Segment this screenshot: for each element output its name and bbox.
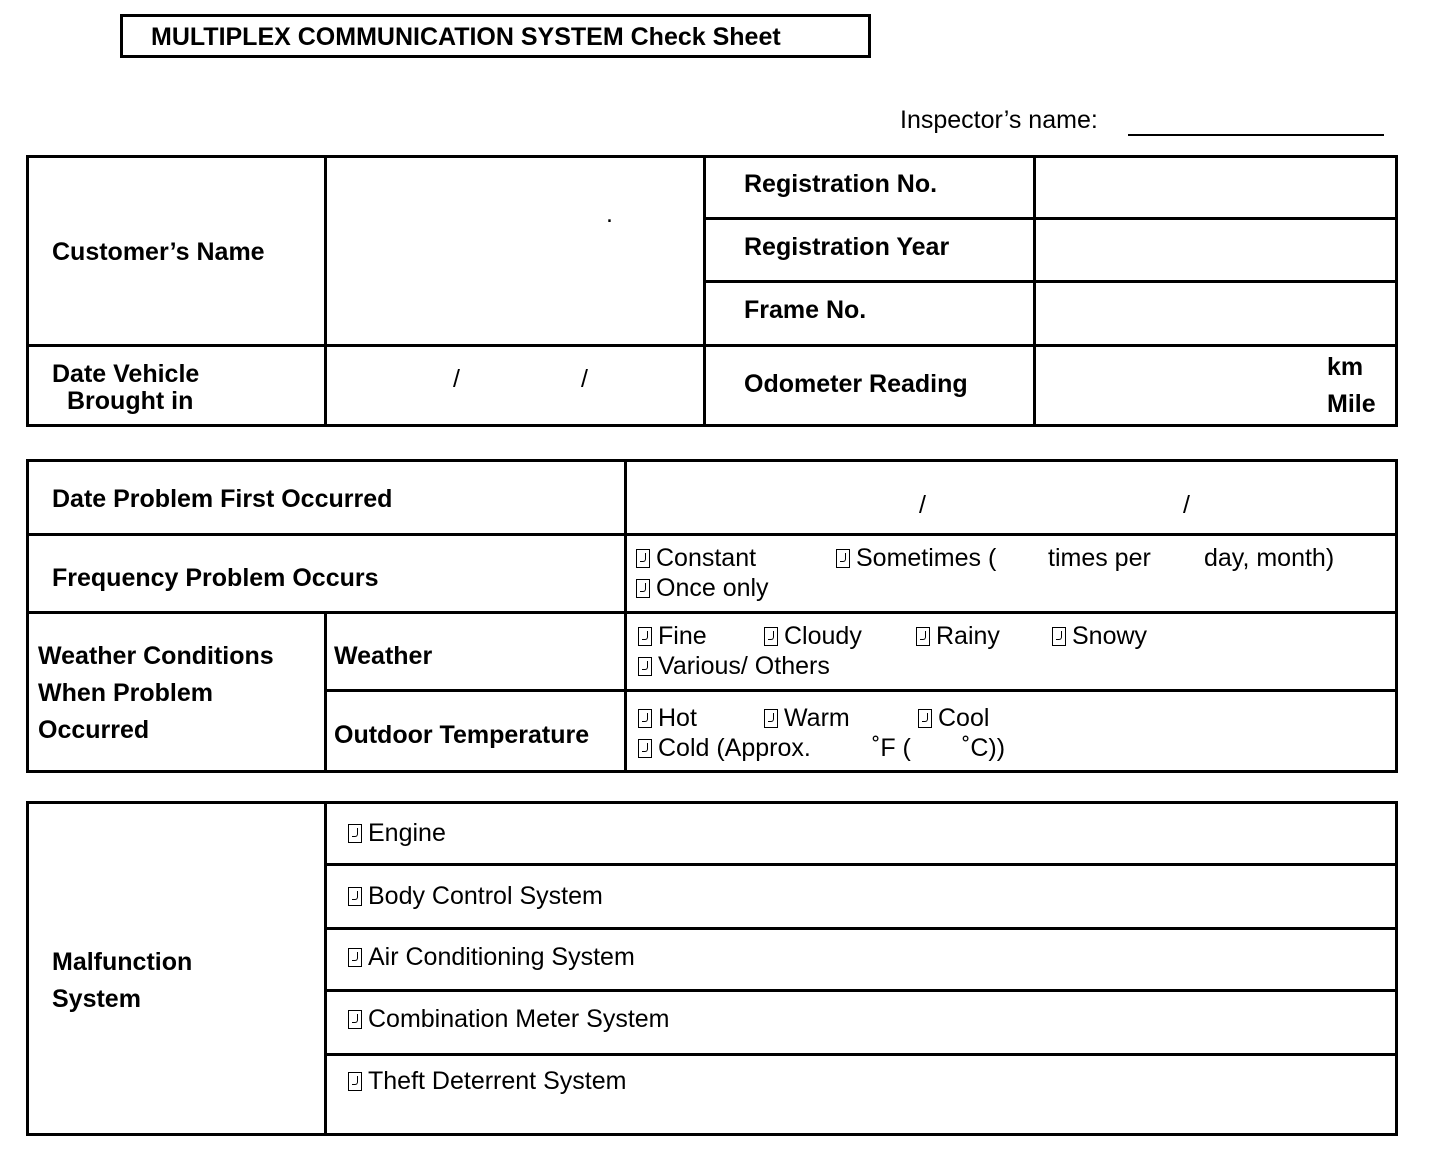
malfunction-label-line1: Malfunction (52, 948, 193, 976)
inspector-label: Inspector’s name: (900, 106, 1098, 134)
option-sometimes[interactable] (836, 544, 996, 573)
date-vehicle-field[interactable] (327, 347, 703, 424)
date-separator: / (919, 491, 926, 519)
registration-no-label: Registration No. (744, 170, 938, 198)
option-hot[interactable] (638, 704, 697, 733)
malfunction-label-line2: System (52, 985, 141, 1013)
divider (324, 801, 327, 1136)
customers-name-label: Customer’s Name (52, 238, 265, 266)
checkbox-icon (636, 579, 650, 598)
registration-year-label: Registration Year (744, 233, 950, 261)
day-month-text: day, month) (1204, 544, 1335, 572)
frame-no-label: Frame No. (744, 296, 867, 324)
frame-no-field[interactable] (1036, 283, 1395, 344)
option-label: Cold (Approx. (658, 734, 811, 762)
divider (324, 612, 327, 773)
unit-mile: Mile (1327, 390, 1376, 418)
date-first-occurred-label: Date Problem First Occurred (52, 485, 393, 513)
option-once-only[interactable] (636, 574, 769, 603)
system-air-conditioning[interactable] (348, 943, 635, 972)
divider (324, 689, 1398, 692)
checkbox-icon (348, 824, 362, 843)
option-label: Various/ Others (658, 652, 830, 680)
weather-label: Weather (334, 642, 433, 670)
checkbox-icon (638, 709, 652, 728)
option-label: Once only (656, 574, 769, 602)
date-first-occurred-field[interactable] (627, 462, 1395, 533)
option-warm[interactable] (764, 704, 850, 733)
frequency-label: Frequency Problem Occurs (52, 564, 379, 592)
checkbox-icon (348, 887, 362, 906)
system-label: Combination Meter System (368, 1005, 670, 1033)
registration-no-field[interactable] (1036, 158, 1395, 217)
system-label: Body Control System (368, 882, 603, 910)
registration-year-field[interactable] (1036, 220, 1395, 280)
odometer-field[interactable] (1036, 347, 1316, 424)
checkbox-icon (764, 709, 778, 728)
divider (324, 927, 1398, 930)
odometer-label: Odometer Reading (744, 370, 968, 398)
date-vehicle-label-line1: Date Vehicle (52, 360, 200, 388)
option-label: Sometimes ( (856, 544, 997, 572)
weather-conditions-label-line3: Occurred (38, 716, 150, 744)
option-cloudy[interactable] (764, 622, 862, 651)
divider (324, 863, 1398, 866)
option-label: Snowy (1072, 622, 1148, 650)
system-label: Engine (368, 819, 446, 847)
option-label: Rainy (936, 622, 1000, 650)
option-cold[interactable] (638, 734, 811, 763)
checkbox-icon (636, 549, 650, 568)
weather-conditions-label-line2: When Problem (38, 679, 214, 707)
option-label: Cloudy (784, 622, 862, 650)
system-body-control[interactable] (348, 882, 603, 911)
page-title: MULTIPLEX COMMUNICATION SYSTEM Check Sheet (120, 14, 871, 58)
customers-name-field[interactable] (327, 158, 703, 344)
system-engine[interactable] (348, 819, 446, 848)
customers-name-dot: . (606, 200, 613, 228)
option-rainy[interactable] (916, 622, 1000, 651)
system-label: Theft Deterrent System (368, 1067, 627, 1095)
option-cool[interactable] (918, 704, 989, 733)
divider (324, 1053, 1398, 1056)
option-label: Fine (658, 622, 707, 650)
checkbox-icon (638, 627, 652, 646)
option-label: Warm (784, 704, 850, 732)
checkbox-icon (918, 709, 932, 728)
outdoor-temperature-label: Outdoor Temperature (334, 721, 590, 749)
inspector-name-field[interactable] (1128, 134, 1384, 136)
divider (26, 611, 1398, 614)
date-vehicle-label-line2: Brought in (67, 387, 194, 415)
checkbox-icon (764, 627, 778, 646)
checkbox-icon (348, 1010, 362, 1029)
divider (324, 989, 1398, 992)
checkbox-icon (348, 948, 362, 967)
checkbox-icon (836, 549, 850, 568)
checkbox-icon (1052, 627, 1066, 646)
option-label: Constant (656, 544, 757, 572)
system-label: Air Conditioning System (368, 943, 635, 971)
option-label: Cool (938, 704, 990, 732)
option-label: Hot (658, 704, 697, 732)
checkbox-icon (348, 1072, 362, 1091)
checkbox-icon (638, 657, 652, 676)
option-various-others[interactable] (638, 652, 830, 681)
divider (703, 155, 706, 427)
option-snowy[interactable] (1052, 622, 1147, 651)
fahrenheit-text: ˚F ( (872, 734, 911, 762)
system-combination-meter[interactable] (348, 1005, 670, 1034)
weather-conditions-label-line1: Weather Conditions (38, 642, 274, 670)
option-constant[interactable] (636, 544, 756, 573)
option-fine[interactable] (638, 622, 707, 651)
times-per-text: times per (1048, 544, 1151, 572)
celsius-text: ˚C)) (962, 734, 1006, 762)
divider (26, 533, 1398, 536)
date-separator: / (1183, 491, 1190, 519)
malfunction-table (26, 801, 1398, 1136)
checkbox-icon (638, 739, 652, 758)
checkbox-icon (916, 627, 930, 646)
date-separator: / (581, 365, 588, 393)
system-theft-deterrent[interactable] (348, 1067, 626, 1096)
date-separator: / (453, 365, 460, 393)
unit-km: km (1327, 353, 1364, 381)
